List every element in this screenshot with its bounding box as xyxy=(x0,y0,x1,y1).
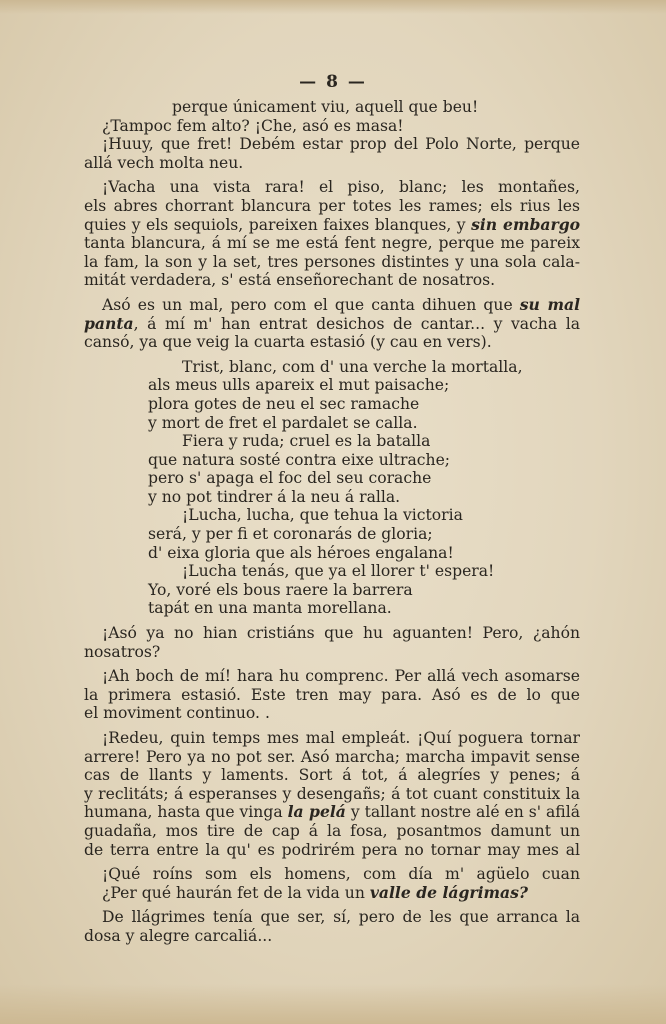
page-edge-stain xyxy=(0,984,666,1024)
text-line: allá vech molta neu. xyxy=(84,153,244,172)
text-line: ¡Qué roíns som els homens, com día m' agüelo cuan xyxy=(102,865,580,884)
text-line: pero s' apaga el foc del seu corache xyxy=(148,469,432,488)
text-line: será, y per fi et coronarás de gloria; xyxy=(148,525,433,544)
text-line: ¡Vacha una vista rara! el piso, blanc; les montañes, xyxy=(102,178,580,197)
text-line xyxy=(84,315,580,334)
text-line: mitát verdadera, s' está enseñorechant de nosatros. xyxy=(84,271,496,290)
text-line: ¡Lucha, lucha, que tehua la victoria xyxy=(182,506,463,525)
text-line: Yo, voré els bous raere la barrera xyxy=(148,580,413,599)
text-line xyxy=(84,216,580,235)
text-run: ¿Per qué haurán fet de la vida un xyxy=(102,883,370,902)
text-line xyxy=(84,296,580,315)
italic-phrase: la pelá xyxy=(287,803,346,822)
text-line: ¡Huuy, que fret! Debém estar prop del Polo Norte, perque xyxy=(102,135,580,154)
text-line xyxy=(84,884,580,903)
text-line: de terra entre la qu' es podrirém pera no tornar may mes al xyxy=(84,840,580,859)
text-line: De llágrimes tenía que ser, sí, pero de les que arranca la xyxy=(102,908,580,927)
text-run: quies y els sequiols, pareixen faixes blanques, y xyxy=(84,215,472,234)
body-text xyxy=(84,98,580,946)
text-line: arrere! Pero ya no pot ser. Asó marcha; marcha impavit sense xyxy=(84,747,580,766)
text-run: , á mí m' han entrat desichos de cantar... y vacha la xyxy=(133,314,580,333)
text-run: y tallant nostre alé en s' afilá xyxy=(345,803,580,822)
text-line: dosa y alegre carcaliá... xyxy=(84,926,273,945)
text-line: perque únicament viu, aquell que beu! xyxy=(172,98,479,116)
page-edge-stain xyxy=(0,0,666,14)
text-line: ¿Tampoc fem alto? ¡Che, asó es masa! xyxy=(102,116,404,135)
text-line: ¡Redeu, quin temps mes mal empleát. ¡Quí poguera tornar xyxy=(102,729,580,747)
italic-phrase: panta xyxy=(84,314,134,333)
text-line: ¡Lucha tenás, que ya el llorer t' espera! xyxy=(182,562,495,581)
text-line xyxy=(84,803,580,822)
text-line: d' eixa gloria que als héroes engalana! xyxy=(148,543,454,562)
text-line: als meus ulls apareix el mut paisache; xyxy=(148,376,450,395)
text-line: nosatros? xyxy=(84,642,161,661)
text-line: y reclitáts; á esperanses y desengañs; á tot cuant constituix la xyxy=(84,784,580,803)
text-line: y no pot tindrer á la neu á ralla. xyxy=(148,487,401,506)
text-line: que natura sosté contra eixe ultrache; xyxy=(148,450,451,469)
text-run: Asó es un mal, pero com el que canta dihuen que xyxy=(102,295,520,314)
text-line: Trist, blanc, com d' una verche la mortalla, xyxy=(182,357,523,376)
text-line: els abres chorrant blancura per totes les rames; els rius les xyxy=(84,196,580,215)
text-line: ¡Asó ya no hian cristiáns que hu aguanten! Pero, ¿ahón xyxy=(102,624,580,643)
text-line: la fam, la son y la set, tres persones distintes y una sola cala- xyxy=(84,252,580,271)
italic-phrase: su mal xyxy=(519,295,580,314)
text-line: la primera estasió. Este tren may para. Asó es de lo que xyxy=(84,685,580,704)
text-line: el moviment continuo. . xyxy=(84,704,270,723)
text-line: tapát en una manta morellana. xyxy=(148,599,392,618)
italic-phrase: sin embargo xyxy=(471,215,580,234)
text-line: cansó, ya que veig la cuarta estasió (y cau en vers). xyxy=(84,333,492,352)
text-run: humana, hasta que vinga xyxy=(84,803,288,822)
text-line: ¡Ah boch de mí! hara hu comprenc. Per allá vech asomarse xyxy=(102,667,580,686)
page-number: — 8 — xyxy=(299,72,367,92)
text-line: tanta blancura, á mí se me está fent negre, perque me pareix xyxy=(84,234,580,253)
text-line: cas de llants y laments. Sort á tot, á alegríes y penes; á xyxy=(84,766,580,785)
text-line: plora gotes de neu el sec ramache xyxy=(148,394,420,413)
text-line: y mort de fret el pardalet se calla. xyxy=(148,413,418,432)
text-line: guadaña, mos tire de cap á la fosa, posantmos damunt un xyxy=(84,821,580,840)
text-line: Fiera y ruda; cruel es la batalla xyxy=(182,432,431,451)
italic-phrase: valle de lágrimas? xyxy=(369,883,529,902)
